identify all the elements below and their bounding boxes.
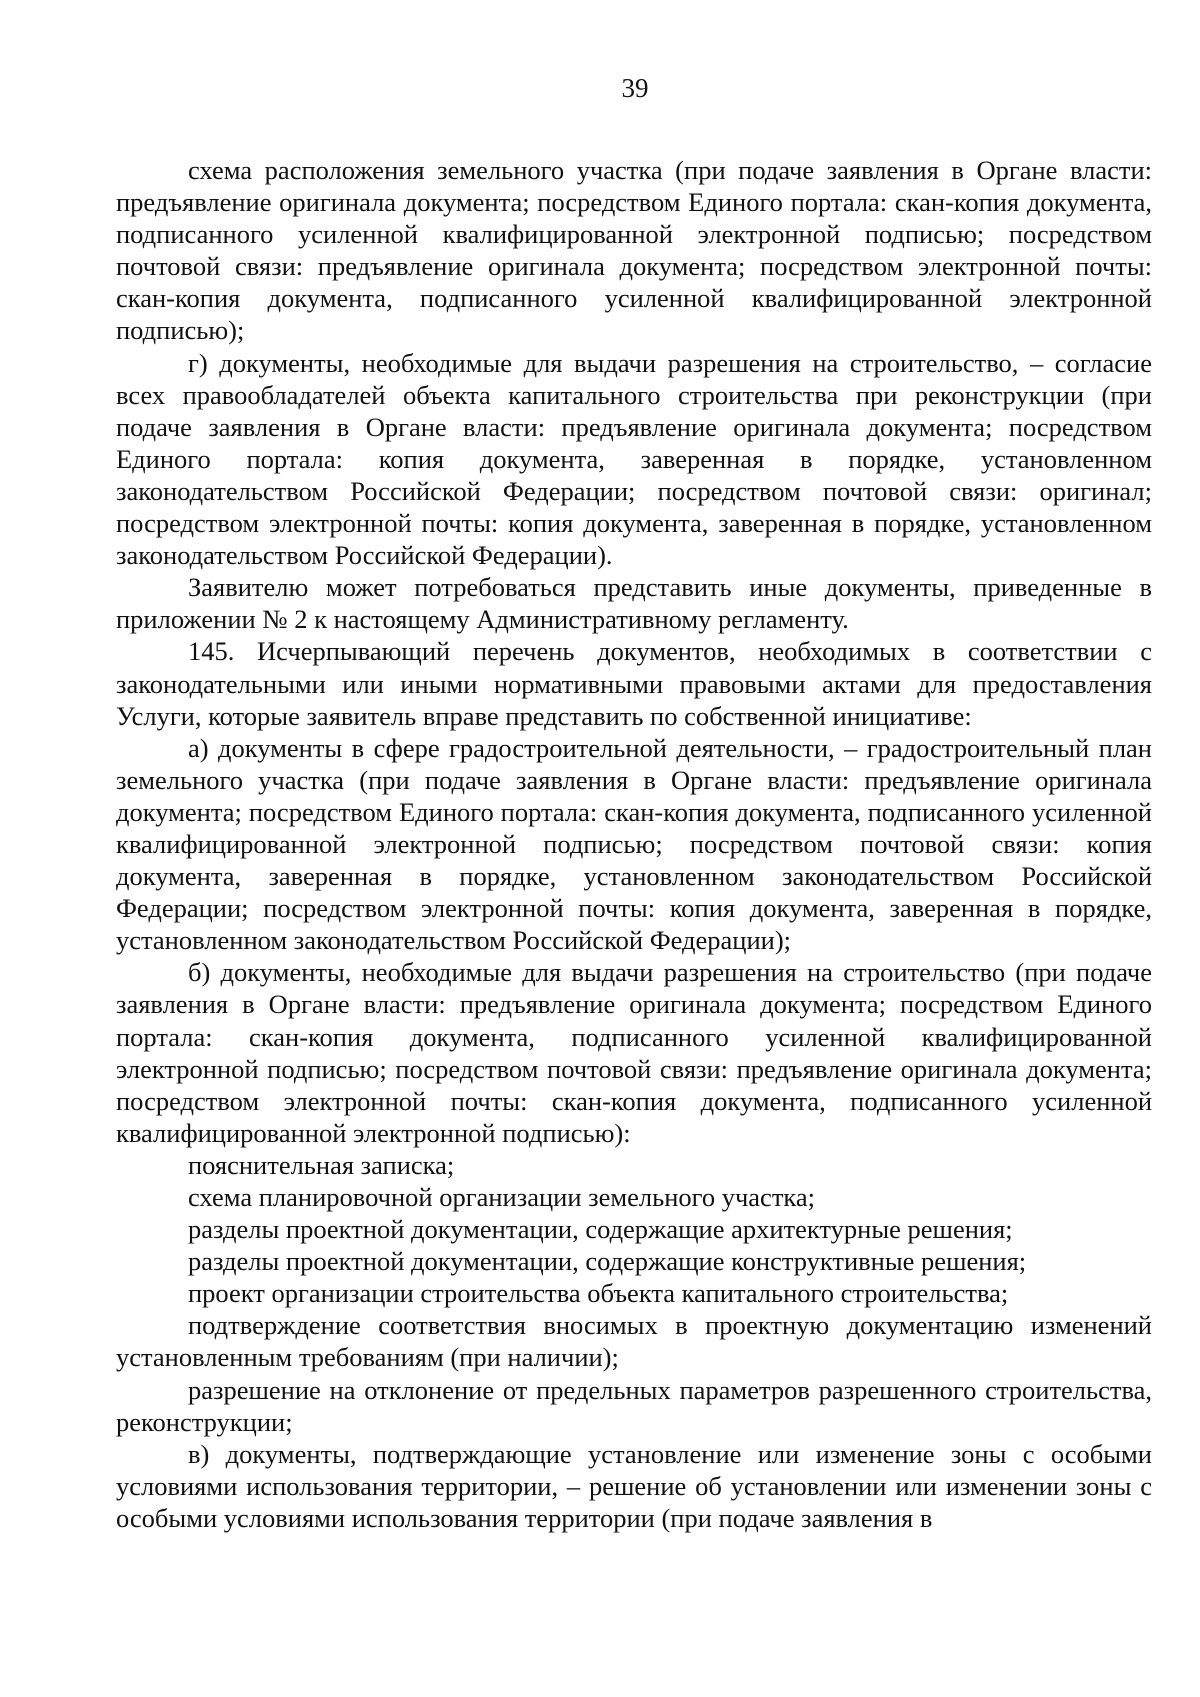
page-number: 39 <box>621 73 649 103</box>
list-item-deviation-permit: разрешение на отклонение от предельных параметров разрешенного строительства, реконструкции; <box>116 1374 1152 1437</box>
paragraph-item-b: б) документы, необходимые для выдачи разрешения на строительство (при подаче заявления в Органе власти: предъявление оригинала документа; посредством Единого портала: скан-копия документа, подписанного усиленной квалифицированной электронной подписью; посредством почтовой связи: предъявление оригинала документа; посредством электронной почты: скан-копия документа, подписанного усиленной квалифицированной электронной подписью): <box>116 957 1152 1148</box>
paragraph-other-documents: Заявителю может потребоваться представить иные документы, приведенные в приложении № 2 к настоящему Административному регламенту. <box>116 572 1152 635</box>
list-item-architectural-sections: разделы проектной документации, содержащие архитектурные решения; <box>188 1214 1013 1245</box>
list-item-construction-organization: проект организации строительства объекта капитального строительства; <box>188 1278 1009 1309</box>
paragraph-145: 145. Исчерпывающий перечень документов, необходимых в соответствии с законодательными или иными нормативными правовыми актами для предоставления Услуги, которые заявитель вправе представить по собственной инициативе: <box>116 636 1152 731</box>
paragraph-item-a: а) документы в сфере градостроительной деятельности, – градостроительный план земельного участка (при подаче заявления в Органе власти: предъявление оригинала документа; посредством Единого портала: скан-копия документа, подписанного усиленной квалифицированной электронной подписью; посредством почтовой связи: копия документа, заверенная в порядке, установленном законодательством Российской Федерации; посредством электронной почты: копия документа, заверенная в порядке, установленном законодательством Российской Федерации); <box>116 732 1152 956</box>
document-body <box>116 154 1152 1534</box>
paragraph-item-v: в) документы, подтверждающие установление или изменение зоны с особыми условиями использования территории, – решение об установлении или изменении зоны с особыми условиями использования территории (при подаче заявления в <box>116 1438 1152 1533</box>
list-item-structural-sections: разделы проектной документации, содержащие конструктивные решения; <box>188 1246 1027 1277</box>
list-item-compliance-confirmation: подтверждение соответствия вносимых в проектную документацию изменений установленным требованиям (при наличии); <box>116 1310 1152 1373</box>
list-item-site-plan: схема планировочной организации земельного участка; <box>188 1182 815 1212</box>
paragraph-item-g: г) документы, необходимые для выдачи разрешения на строительство, – согласие всех правообладателей объекта капитального строительства при реконструкции (при подаче заявления в Органе власти: предъявление оригинала документа; посредством Единого портала: копия документа, заверенная в порядке, установленном законодательством Российской Федерации; посредством почтовой связи: оригинал; посредством электронной почты: копия документа, заверенная в порядке, установленном законодательством Российской Федерации). <box>116 347 1152 571</box>
paragraph-site-layout-scheme: схема расположения земельного участка (при подаче заявления в Органе власти: предъявление оригинала документа; посредством Единого портала: скан-копия документа, подписанного усиленной квалифицированной электронной подписью; посредством почтовой связи: предъявление оригинала документа; посредством электронной почты: скан-копия документа, подписанного усиленной квалифицированной электронной подписью); <box>116 155 1152 346</box>
list-item-explanatory-note: пояснительная записка; <box>188 1149 455 1180</box>
